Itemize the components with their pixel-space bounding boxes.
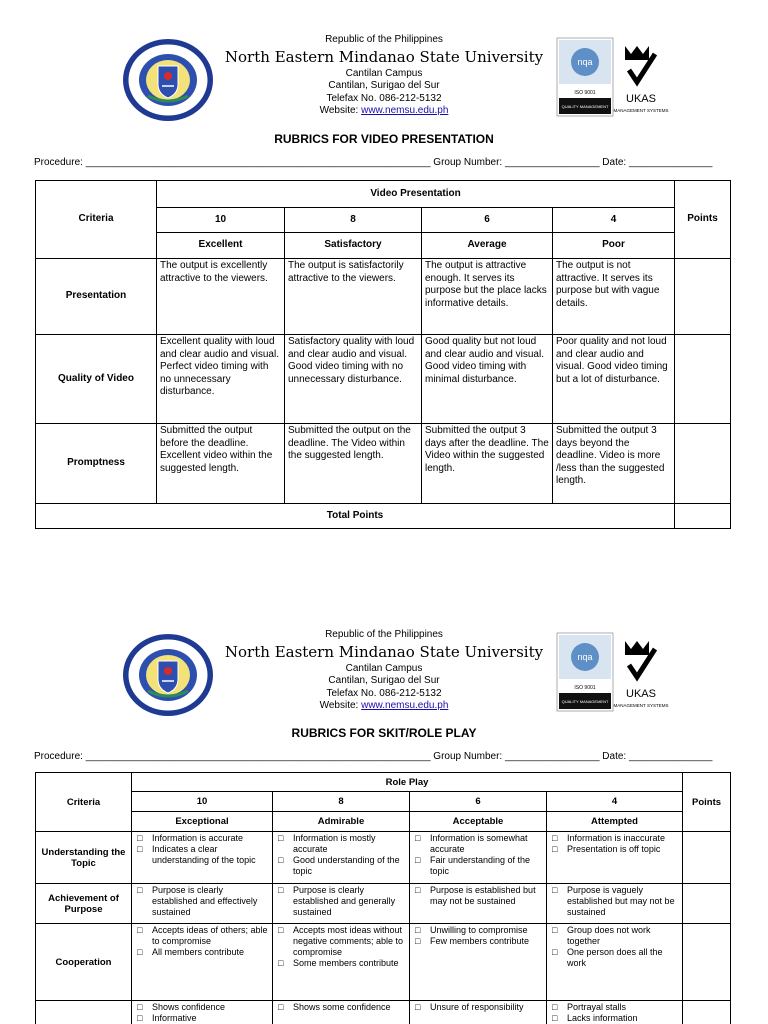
- telefax-line: Telefax No. 086-212-5132: [326, 688, 442, 699]
- website-link[interactable]: www.nemsu.edu.ph: [361, 105, 449, 116]
- ukas-sub-text: MANAGEMENT SYSTEMS: [613, 108, 669, 113]
- rubric-cell: Submitted the output 3 days beyond the deadline. Video is more /less than the suggested length.: [553, 424, 675, 504]
- table-row: [36, 335, 731, 424]
- rubric-cell: [547, 924, 683, 1001]
- bullet-item: □ Purpose is clearly established and effectively sustained: [135, 885, 269, 918]
- bullet-item: □ Information is inaccurate: [550, 833, 679, 844]
- campus-line: Cantilan Campus: [345, 68, 423, 79]
- criteria-cell: Achievement of Purpose: [36, 884, 132, 924]
- rubric-cell: [132, 924, 273, 1001]
- level-header: Excellent: [157, 233, 285, 259]
- university-name: North Eastern Mindanao State University: [224, 643, 544, 661]
- iso-text: ISO 9001: [574, 90, 596, 96]
- level-header: Average: [422, 233, 553, 259]
- criteria-cell: Cooperation: [36, 924, 132, 1001]
- bullet-item: □ One person does all the work: [550, 947, 679, 969]
- rubric-cell: [410, 832, 547, 884]
- bullet-item: □ Group does not work together: [550, 925, 679, 947]
- bullet-item: □ Purpose is established but may not be sustained: [413, 885, 543, 907]
- level-header: Acceptable: [410, 812, 547, 832]
- rubric-cell: [273, 924, 410, 1001]
- total-points-cell[interactable]: [675, 504, 731, 529]
- rubric-cell: [547, 1001, 683, 1024]
- bullet-item: □ Unsure of responsibility: [413, 1002, 543, 1013]
- ukas-text: UKAS: [626, 93, 656, 105]
- ukas-text: UKAS: [626, 688, 656, 700]
- points-cell[interactable]: [675, 424, 731, 504]
- campus-line: Cantilan Campus: [345, 663, 423, 674]
- table-row: [36, 1001, 731, 1024]
- nqa-text: nqa: [577, 57, 593, 67]
- rubric-cell: Satisfactory quality with loud and clear audio and visual. Good video timing with no unnecessary disturbance.: [285, 335, 422, 424]
- bullet-item: □ Shows confidence: [135, 1002, 269, 1013]
- rubric-cell: [132, 884, 273, 924]
- rubric-title: RUBRICS FOR VIDEO PRESENTATION: [274, 132, 494, 146]
- website-link[interactable]: www.nemsu.edu.ph: [361, 700, 449, 711]
- table-row: [36, 832, 731, 884]
- score-header: 4: [547, 792, 683, 812]
- rubric-cell: [547, 832, 683, 884]
- table-row: [36, 259, 731, 335]
- table-row: [36, 884, 731, 924]
- rubric-cell: Excellent quality with loud and clear audio and visual. Perfect video timing with no unnecessary disturbance.: [157, 335, 285, 424]
- bullet-item: □ Portrayal stalls: [550, 1002, 679, 1013]
- republic-line: Republic of the Philippines: [325, 629, 443, 640]
- table-row: [36, 924, 731, 1001]
- points-header: Points: [675, 181, 731, 259]
- level-header: Attempted: [547, 812, 683, 832]
- bullet-item: □ Lacks information: [550, 1013, 679, 1024]
- quality-text: QUALITY MANAGEMENT: [561, 699, 609, 704]
- rubric-cell: [273, 884, 410, 924]
- rubric-cell: The output is not attractive. It serves its purpose but with vague details.: [553, 259, 675, 335]
- points-header: Points: [683, 773, 731, 832]
- criteria-cell: Quality of Video: [36, 335, 157, 424]
- rubric-cell: Submitted the output before the deadline. Excellent video within the suggested length.: [157, 424, 285, 504]
- bullet-item: □ Purpose is clearly established and generally sustained: [276, 885, 406, 918]
- rubric-title: RUBRICS FOR SKIT/ROLE PLAY: [291, 726, 477, 740]
- criteria-cell: Understanding the Topic: [36, 832, 132, 884]
- ukas-sub-text: MANAGEMENT SYSTEMS: [613, 703, 669, 708]
- rubric-cell: Poor quality and not loud and clear audio and visual. Good video timing but a lot of disturbance.: [553, 335, 675, 424]
- bullet-item: □ Shows some confidence: [276, 1002, 406, 1013]
- bullet-item: □ Presentation is off topic: [550, 844, 679, 855]
- score-header: 6: [422, 208, 553, 233]
- letterhead: [0, 0, 768, 120]
- score-header: 8: [285, 208, 422, 233]
- rubric-cell: Submitted the output on the deadline. The Video within the suggested length.: [285, 424, 422, 504]
- rubric-cell: [410, 1001, 547, 1024]
- address-line: Cantilan, Surigao del Sur: [328, 675, 440, 686]
- criteria-header: Criteria: [36, 181, 157, 259]
- level-header: Satisfactory: [285, 233, 422, 259]
- rubric-cell: [547, 884, 683, 924]
- score-header: 10: [157, 208, 285, 233]
- nqa-text: nqa: [577, 652, 593, 662]
- score-header: 8: [273, 792, 410, 812]
- bullet-item: □ Informative: [135, 1013, 269, 1024]
- procedure-line: Procedure: ______________________________________________________________ Group Number: _________________ Date: _______________: [34, 157, 713, 168]
- bullet-item: □ Information is somewhat accurate: [413, 833, 543, 855]
- criteria-cell: [36, 1001, 132, 1024]
- rubric-cell: [273, 832, 410, 884]
- points-cell[interactable]: [675, 335, 731, 424]
- rubric-cell: [273, 1001, 410, 1024]
- table-row: [36, 424, 731, 504]
- bullet-item: □ Unwilling to compromise: [413, 925, 543, 936]
- website-label: Website:: [319, 105, 362, 116]
- score-header: 10: [132, 792, 273, 812]
- rubric-cell: [410, 924, 547, 1001]
- bullet-item: □ Accepts ideas of others; able to compromise: [135, 925, 269, 947]
- video-rubric-table: [35, 180, 731, 529]
- website-label: Website:: [319, 700, 362, 711]
- bullet-item: □ Some members contribute: [276, 958, 406, 969]
- group-header: Video Presentation: [157, 181, 675, 208]
- rubric-cell: [410, 884, 547, 924]
- criteria-header: Criteria: [36, 773, 132, 832]
- points-cell[interactable]: [683, 884, 731, 924]
- level-header: Exceptional: [132, 812, 273, 832]
- bullet-item: □ Purpose is vaguely established but may not be sustained: [550, 885, 679, 918]
- rubric-cell: Submitted the output 3 days after the deadline. The Video within the suggested length.: [422, 424, 553, 504]
- rubric-page-roleplay: [0, 595, 768, 1024]
- republic-line: Republic of the Philippines: [325, 34, 443, 45]
- total-points-label: Total Points: [36, 504, 675, 529]
- certification-logos-icon: [555, 36, 675, 120]
- roleplay-rubric-table: [35, 772, 731, 1024]
- rubric-cell: [132, 1001, 273, 1024]
- level-header: Poor: [553, 233, 675, 259]
- bullet-item: □ All members contribute: [135, 947, 269, 958]
- rubric-cell: Good quality but not loud and clear audio and visual. Good video timing with minimal disturbance.: [422, 335, 553, 424]
- points-cell[interactable]: [683, 1001, 731, 1024]
- rubric-cell: The output is excellently attractive to the viewers.: [157, 259, 285, 335]
- bullet-item: □ Good understanding of the topic: [276, 855, 406, 877]
- criteria-cell: Presentation: [36, 259, 157, 335]
- telefax-line: Telefax No. 086-212-5132: [326, 93, 442, 104]
- bullet-item: □ Few members contribute: [413, 936, 543, 947]
- rubric-cell: [132, 832, 273, 884]
- criteria-cell: Promptness: [36, 424, 157, 504]
- address-line: Cantilan, Surigao del Sur: [328, 80, 440, 91]
- rubric-cell: The output is satisfactorily attractive to the viewers.: [285, 259, 422, 335]
- points-cell[interactable]: [683, 832, 731, 884]
- rubric-cell: The output is attractive enough. It serves its purpose but the place lacks informative details.: [422, 259, 553, 335]
- points-cell[interactable]: [675, 259, 731, 335]
- iso-text: ISO 9001: [574, 685, 596, 691]
- bullet-item: □ Indicates a clear understanding of the topic: [135, 844, 269, 866]
- points-cell[interactable]: [683, 924, 731, 1001]
- score-header: 6: [410, 792, 547, 812]
- university-name: North Eastern Mindanao State University: [224, 48, 544, 66]
- level-header: Admirable: [273, 812, 410, 832]
- certification-logos-icon: [555, 631, 675, 715]
- bullet-item: □ Accepts most ideas without negative comments; able to compromise: [276, 925, 406, 958]
- score-header: 4: [553, 208, 675, 233]
- letterhead: [0, 595, 768, 715]
- quality-text: QUALITY MANAGEMENT: [561, 104, 609, 109]
- bullet-item: □ Fair understanding of the topic: [413, 855, 543, 877]
- bullet-item: □ Information is mostly accurate: [276, 833, 406, 855]
- procedure-line: Procedure: ______________________________________________________________ Group Number: _________________ Date: _______________: [34, 751, 713, 762]
- group-header: Role Play: [132, 773, 683, 792]
- bullet-item: □ Information is accurate: [135, 833, 269, 844]
